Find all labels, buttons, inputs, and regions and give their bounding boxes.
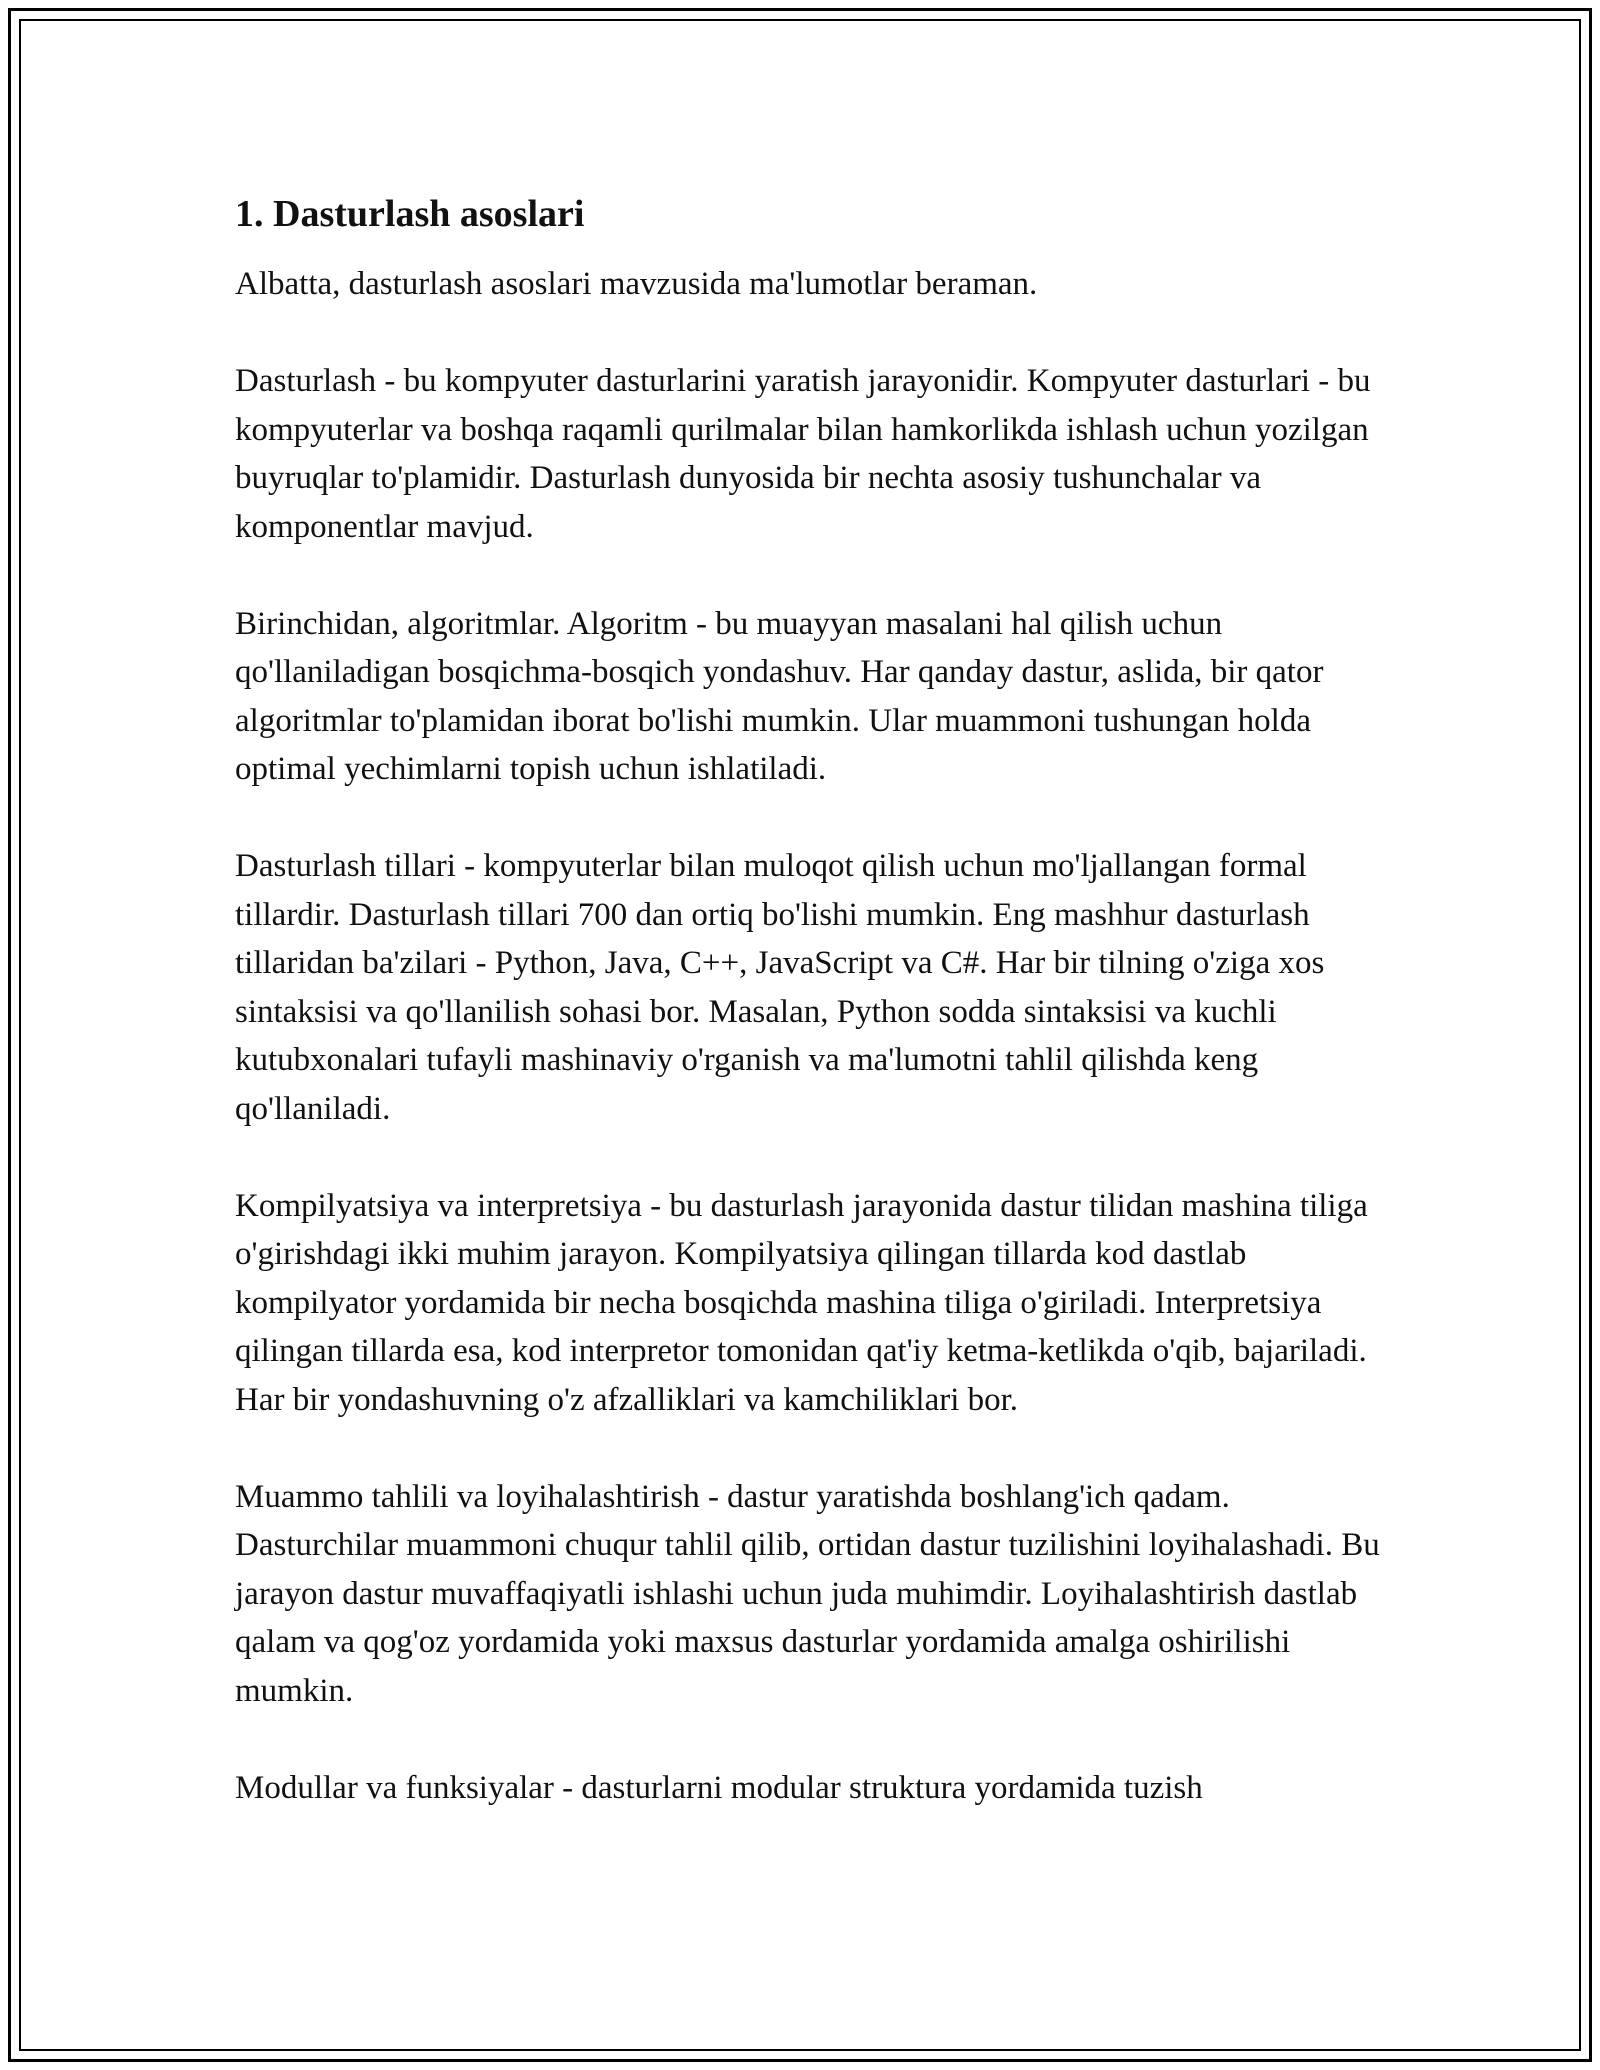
paragraph-algorithms: Birinchidan, algoritmlar. Algoritm - bu muayyan masalani hal qilish uchun qo'llaniladigan bosqichma-bosqich yondashuv. Har qanday dastur, aslida, bir qator algoritmlar to'plamidan iborat bo'lishi mumkin. Ular muammoni tushungan holda optimal yechimlarni topish uchun ishlatiladi.	[235, 605, 1324, 787]
document-body	[235, 190, 1385, 1861]
section-heading: 1. Dasturlash asoslari	[235, 193, 585, 235]
paragraph-modules: Modullar va funksiyalar - dasturlarni modular struktura yordamida tuzish	[235, 1769, 1203, 1806]
paragraph-intro: Albatta, dasturlash asoslari mavzusida ma'lumotlar beraman.	[235, 266, 1038, 302]
paragraph-languages: Dasturlash tillari - kompyuterlar bilan muloqot qilish uchun mo'ljallangan formal tillardir. Dasturlash tillari 700 dan ortiq bo'lishi mumkin. Eng mashhur dasturlash tillaridan ba'zilari - Python, Java, C++, JavaScript va C#. Har bir tilning o'ziga xos sintaksisi va qo'llanilish sohasi bor. Masalan, Python sodda sintaksisi va kuchli kutubxonalari tufayli mashinaviy o'rganish va ma'lumotni tahlil qilishda keng qo'llaniladi.	[235, 848, 1325, 1127]
paragraph-definition: Dasturlash - bu kompyuter dasturlarini yaratish jarayonidir. Kompyuter dasturlari - bu kompyuterlar va boshqa raqamli qurilmalar bilan hamkorlikda ishlash uchun yozilgan buyruqlar to'plamidir. Dasturlash dunyosida bir nechta asosiy tushunchalar va komponentlar mavjud.	[235, 363, 1371, 545]
paragraph-design: Muammo tahlili va loyihalashtirish - dastur yaratishda boshlang'ich qadam. Dasturchilar muammoni chuqur tahlil qilib, ortidan dastur tuzilishini loyihalashadi. Bu jarayon dastur muvaffaqiyatli ishlashi uchun juda muhimdir. Loyihalashtirish dastlab qalam va qog'oz yordamida yoki maxsus dasturlar yordamida amalga oshirilishi mumkin.	[235, 1478, 1380, 1709]
paragraph-compilation: Kompilyatsiya va interpretsiya - bu dasturlash jarayonida dastur tilidan mashina tiliga o'girishdagi ikki muhim jarayon. Kompilyatsiya qilingan tillarda kod dastlab kompilyator yordamida bir necha bosqichda mashina tiliga o'giriladi. Interpretsiya qilingan tillarda esa, kod interpretor tomonidan qat'iy ketma-ketlikda o'qib, bajariladi. Har bir yondashuvning o'z afzalliklari va kamchiliklari bor.	[235, 1187, 1368, 1418]
